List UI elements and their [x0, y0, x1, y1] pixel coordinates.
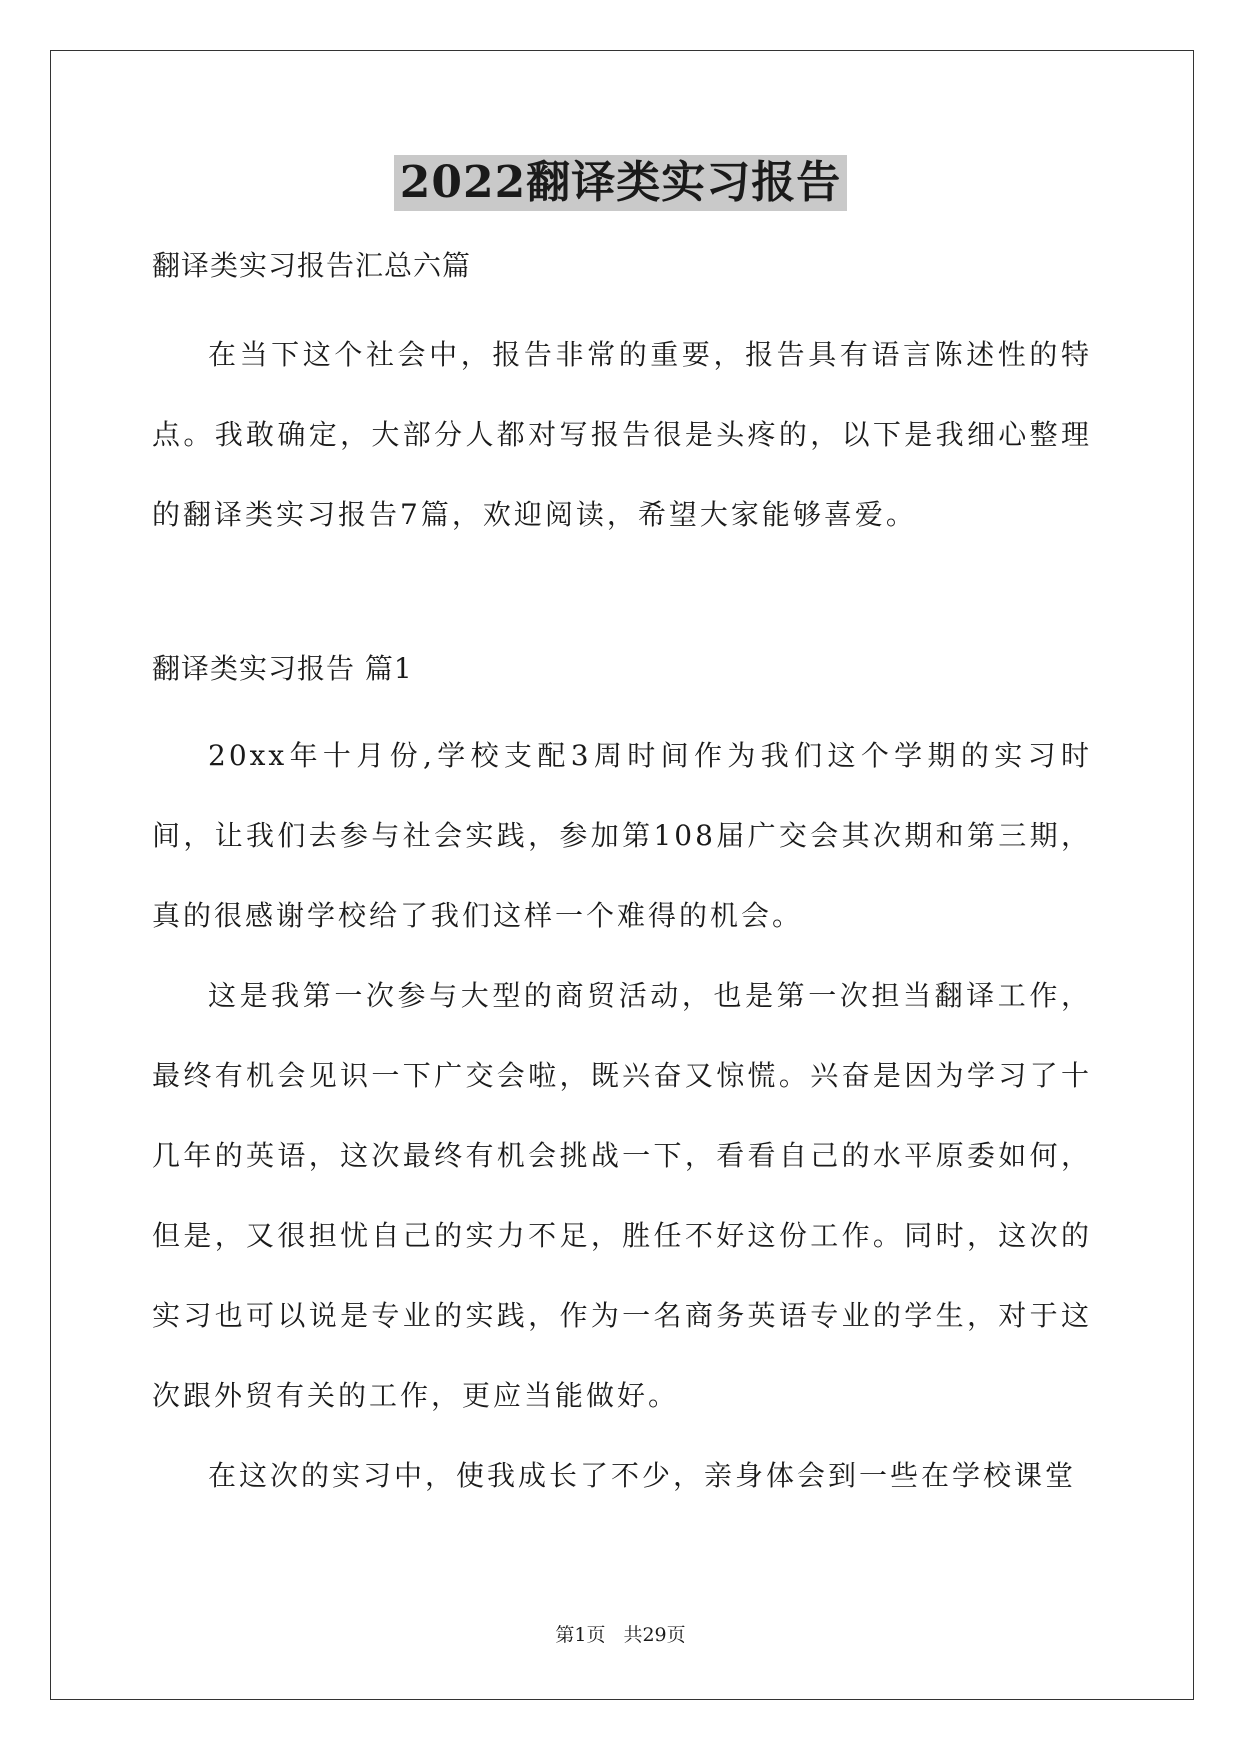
- collection-heading: 翻译类实习报告汇总六篇: [152, 249, 472, 282]
- section-heading: 翻译类实习报告 篇1: [152, 652, 413, 685]
- document-title: 2022翻译类实习报告: [394, 155, 847, 211]
- page-total: 共29页: [623, 1624, 686, 1646]
- page-number: 第1页: [555, 1624, 606, 1646]
- body-paragraph: 在这次的实习中，使我成长了不少，亲身体会到一些在学校课堂: [208, 1459, 1077, 1492]
- title-container: [0, 155, 1241, 211]
- page-footer: [0, 1622, 1241, 1648]
- intro-paragraph: 在当下这个社会中，报告非常的重要，报告具有语言陈述性的特点。我敢确定，大部分人都对写报告很是头疼的，以下是我细心整理的翻译类实习报告7篇，欢迎阅读，希望大家能够喜爱。: [152, 338, 1092, 531]
- document-body: [152, 230, 1092, 1516]
- body-paragraph: 20xx年十月份,学校支配3周时间作为我们这个学期的实习时间，让我们去参与社会实践，参加第108届广交会其次期和第三期，真的很感谢学校给了我们这样一个难得的机会。: [152, 739, 1092, 932]
- body-paragraph: 这是我第一次参与大型的商贸活动，也是第一次担当翻译工作，最终有机会见识一下广交会啦，既兴奋又惊慌。兴奋是因为学习了十几年的英语，这次最终有机会挑战一下，看看自己的水平原委如何，但是，又很担忧自己的实力不足，胜任不好这份工作。同时，这次的实习也可以说是专业的实践，作为一名商务英语专业的学生，对于这次跟外贸有关的工作，更应当能做好。: [152, 979, 1092, 1412]
